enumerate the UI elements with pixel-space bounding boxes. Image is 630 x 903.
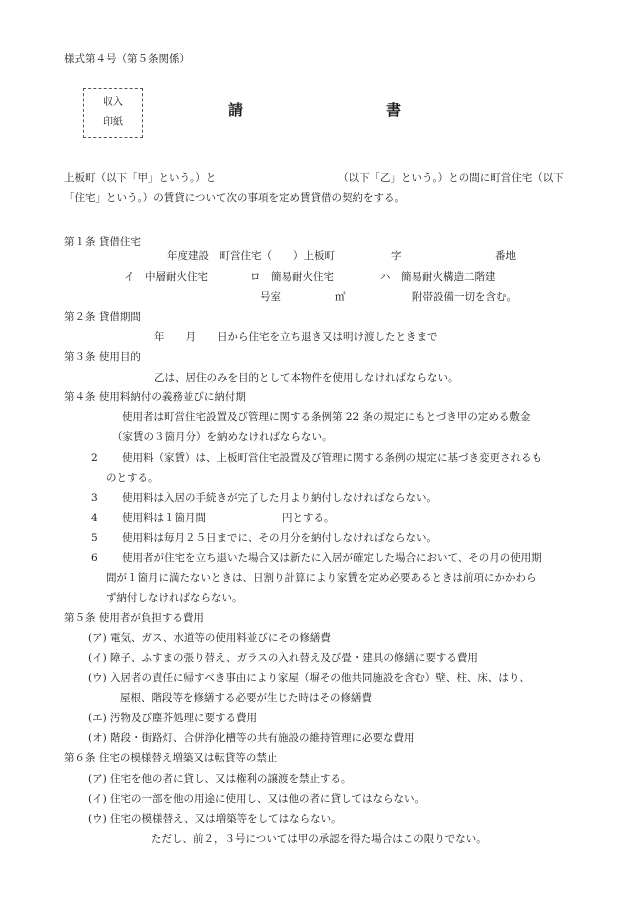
article6-item-a: (ア) 住宅を他の者に貸し、又は権利の譲渡を禁止する。 [88,773,352,785]
article5-item-a: (ア) 電気、ガス、水道等の使用料並びにその修繕費 [88,632,331,644]
article4-p6-line1: 使用者が住宅を立ち退いた場合又は新たに入居が確定した場合において、その月の使用期 [122,552,542,564]
article4-p3: 使用料は入居の手続きが完了した月より納付しなければならない。 [122,492,437,504]
stamp-label-line2: 印紙 [103,117,123,128]
article4-heading: 第４条 使用料納付の義務並びに納付期 [64,391,246,403]
article1-line1-b: 字 [391,250,402,262]
article5-item-e: (エ) 汚物及び塵芥処理に要する費用 [88,712,258,724]
article3-body: 乙は、居住のみを目的として本物件を使用しなければならない。 [154,372,459,384]
article4-p2-number: 2 [91,452,98,464]
article4-p4-b: 円とする。 [282,512,335,524]
article2-heading: 第２条 貸借期間 [64,311,141,323]
article4-p2-line2: のとする。 [106,472,159,484]
article6-item-u: (ウ) 住宅の模様替え、又は増築等をしてはならない。 [88,813,342,825]
article1-line3-b: ㎡ [335,291,346,303]
title-char-1: 請 [228,101,244,119]
article6-item-i: (イ) 住宅の一部を他の用途に使用し、又は他の者に貸してはならない。 [88,793,426,805]
article1-line1-a: 年度建設 町営住宅（ ）上板町 [167,250,335,262]
article1-line2-a: イ 中層耐火住宅 [124,271,208,283]
article4-p6-number: 6 [91,552,98,564]
article5-item-u-line2: 屋根、階段等を修繕する必要が生じた時はその修繕費 [120,692,372,704]
article4-p6-line3: ず納付しなければならない。 [106,592,243,604]
article5-item-i: (イ) 障子、ふすまの張り替え、ガラスの入れ替え及び畳・建具の修繕に要する費用 [88,652,478,664]
article1-line2-b: ロ 簡易耐火住宅 [250,271,334,283]
revenue-stamp-box [83,88,143,138]
intro-line2: 「住宅」という。）の賃貸について次の事項を定め賃貸借の契約をする。 [64,192,406,204]
article4-p1-line2: （家賃の３箇月分）を納めなければならない。 [112,431,333,443]
article1-heading: 第１条 貸借住宅 [64,236,141,248]
intro-line1-left: 上板町（以下「甲」という。）と [64,172,217,184]
article4-p5-number: 5 [91,532,98,544]
article4-p5: 使用料は毎月２５日までに、その月分を納付しなければならない。 [122,532,437,544]
article5-item-u-line1: (ウ) 入居者の責任に帰すべき事由により家屋（塀その他共同施設を含む）壁、柱、床、はり、 [88,672,530,684]
article1-line3-c: 附帯設備一切を含む。 [412,291,517,303]
article4-p2-line1: 使用料（家賃）は、上板町営住宅設置及び管理に関する条例の規定に基づき変更されるも [122,452,542,464]
article4-p1-line1: 使用者は町営住宅設置及び管理に関する条例第 22 条の規定にもとづき甲の定める敷金 [122,411,531,423]
intro-line1-right: （以下「乙」という。）との間に町営住宅（以下 [338,172,564,184]
form-number: 様式第４号（第５条関係） [64,53,190,65]
article6-proviso: ただし、前２，３号については甲の承認を得た場合はこの限りでない。 [151,833,487,845]
article1-line1-c: 番地 [495,250,516,262]
title-char-2: 書 [386,101,402,119]
article5-item-o: (オ) 階段・街路灯、合併浄化槽等の共有施設の維持管理に必要な費用 [88,732,415,744]
article3-heading: 第３条 使用目的 [64,351,141,363]
article1-line2-c: ハ 簡易耐火構造二階建 [380,271,496,283]
stamp-label-line1: 収入 [103,97,123,108]
article6-heading: 第６条 住宅の模様替え増築又は転貸等の禁止 [64,752,278,764]
article4-p6-line2: 間が１箇月に満たないときは、日割り計算により家賃を定め必要あるときは前項にかかわら [106,572,537,584]
article5-heading: 第５条 使用者が負担する費用 [64,612,204,624]
article1-line3-a: 号室 [260,291,281,303]
article4-p4-a: 使用料は１箇月間 [122,512,206,524]
article4-p3-number: 3 [91,492,98,504]
article2-body: 年 月 日から住宅を立ち退き又は明け渡したときまで [154,331,438,343]
article4-p4-number: 4 [91,512,98,524]
